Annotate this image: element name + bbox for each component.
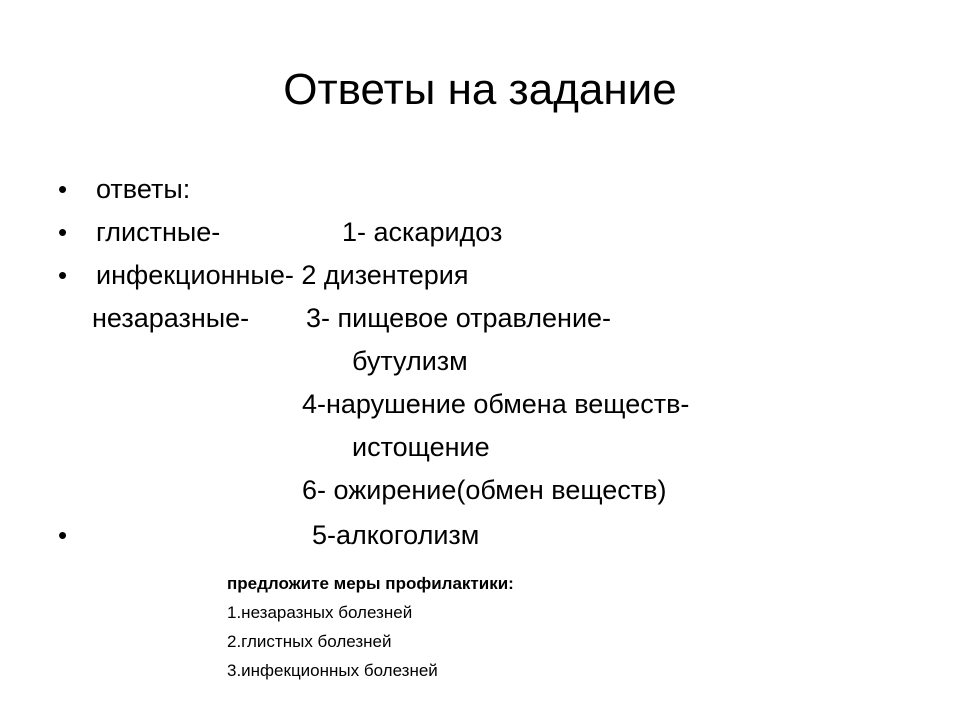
bullet-infectious: инфекционные- 2 дизентерия [96, 260, 469, 290]
answer-ascariasis: 1- аскаридоз [342, 217, 503, 247]
bullet-helminth: глистные- [96, 217, 221, 247]
bullet-marker: • [58, 260, 68, 290]
bullet-marker: • [58, 217, 68, 247]
line-metabolic-disorder: 4-нарушение обмена веществ- [302, 389, 690, 419]
task-heading: предложите меры профилактики: [227, 574, 514, 593]
task-item: 1.незаразных болезней [227, 603, 413, 622]
bullet-marker: • [58, 520, 68, 550]
line-exhaustion: истощение [352, 432, 490, 462]
task-item: 2.глистных болезней [227, 632, 392, 651]
line-food-poisoning: 3- пищевое отравление- [306, 303, 612, 333]
line-noncontagious: незаразные- [92, 303, 250, 333]
bullet-answers: ответы: [96, 174, 191, 204]
bullet-marker: • [58, 174, 68, 204]
line-botulism: бутулизм [352, 346, 468, 376]
line-obesity: 6- ожирение(обмен веществ) [302, 475, 667, 505]
slide-title: Ответы на задание [283, 65, 677, 114]
bullet-alcoholism: 5-алкоголизм [312, 520, 480, 550]
task-item: 3.инфекционных болезней [227, 661, 438, 680]
